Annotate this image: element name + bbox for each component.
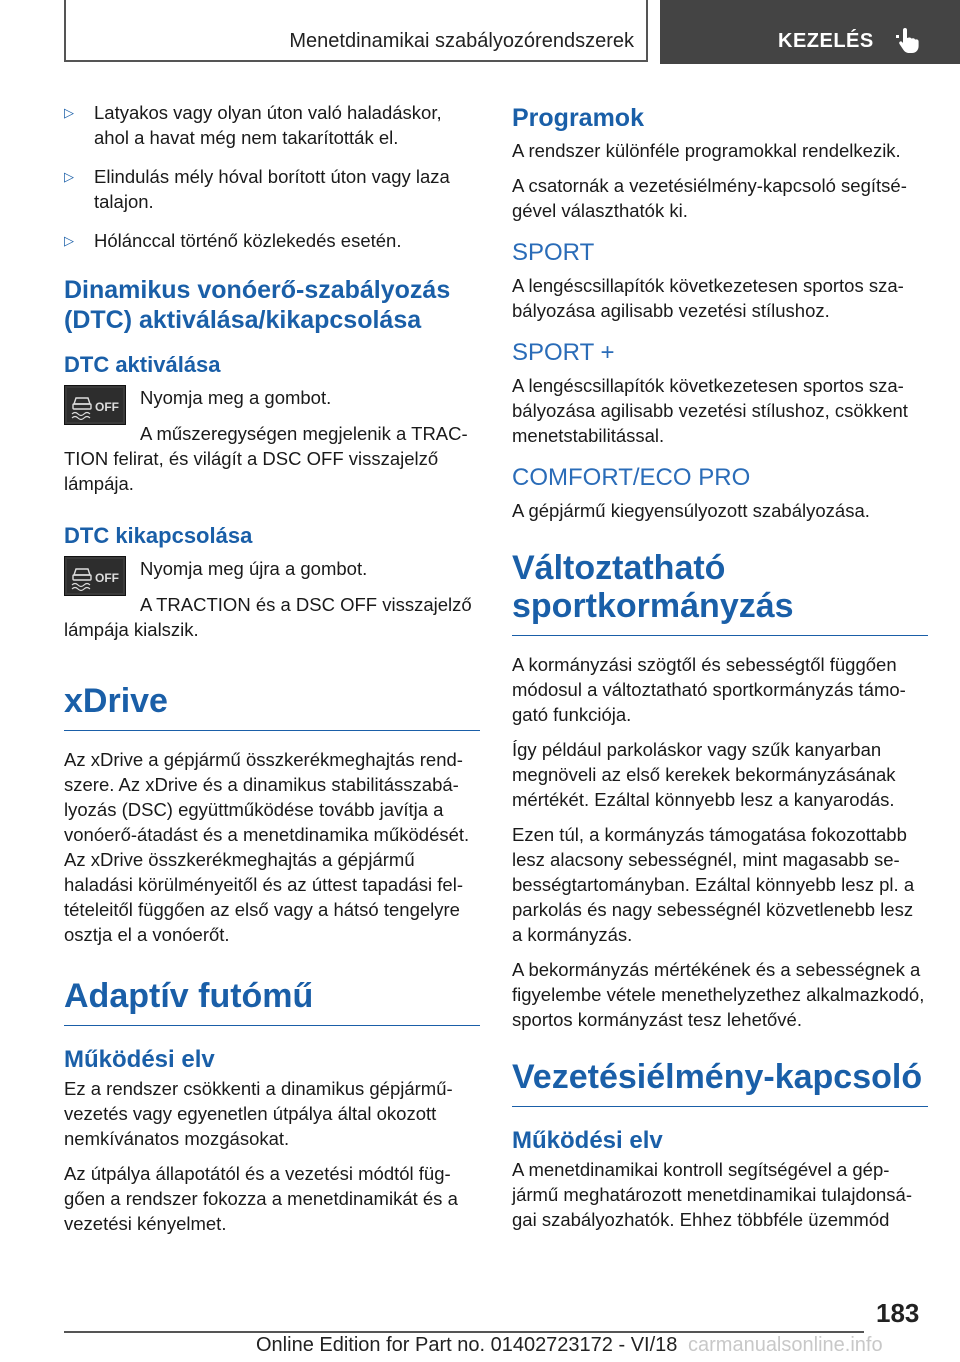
footer-edition: Online Edition for Part no. 01402723172 - VI/18 (256, 1334, 678, 1356)
header-section-label: KEZELÉS (778, 30, 874, 52)
paragraph: A csatornák a vezetésiélmény-kapcsoló segítségével választhatók ki. (512, 175, 907, 221)
paragraph: A lengéscsillapítók következetesen sportos szabályozása agilisabb vezetési stílushoz, csökkent menetstabilitással. (512, 375, 908, 446)
section-heading-dtc: Dinamikus vonóerő-szabályozás (DTC) aktiválása/kikapcsolása (64, 276, 451, 334)
button-off-text: OFF (95, 400, 119, 414)
paragraph: A menetdinamikai kontroll segítségével a gépjármű meghatározott menetdinamikai tulajdonságai szabályozhatók. Ehhez többféle üzemmód (512, 1159, 913, 1230)
left-column (64, 100, 480, 1246)
subheading-dtc-on: DTC aktiválása (64, 352, 221, 377)
subheading-switch-principle: Működési elv (512, 1127, 663, 1154)
page-number: 183 (876, 1298, 920, 1328)
paragraph: Ez a rendszer csökkenti a dinamikus gépjárművezetés vagy egyenetlen útpálya által okozott nemkívánatos mozgásokat. (64, 1078, 453, 1149)
page-header (0, 0, 960, 66)
paragraph: A rendszer különféle programokkal rendelkezik. (512, 140, 901, 161)
section-heading-xdrive: xDrive (64, 682, 480, 731)
paragraph: A lengéscsillapítók következetesen sportos szabályozása agilisabb vezetési stílushoz. (512, 275, 904, 321)
paragraph: A kormányzási szögtől és sebességtől függően módosul a változtatható sportkormányzás támogató funkciója. (512, 654, 906, 725)
list-item: ▷ Latyakos vagy olyan úton való haladáskor, ahol a havat még nem takarították el. (64, 100, 480, 150)
button-off-text: OFF (95, 571, 119, 585)
right-column (512, 100, 928, 1242)
paragraph: Nyomja meg a gombot. (140, 387, 332, 408)
dtc-off-button-icon (64, 385, 126, 425)
paragraph: Nyomja meg újra a gombot. (140, 558, 368, 579)
paragraph: A TRACTION és a DSC OFF visszajelző lámpája kialszik. (64, 594, 472, 640)
header-title-box (64, 0, 648, 62)
section-heading-steering: Változtatható sportkormányzás (512, 549, 928, 636)
header-section-box (660, 0, 960, 64)
hand-pointer-icon (896, 26, 922, 54)
paragraph: A bekormányzás mértékének és a sebességnek a figyelembe vétele menethelyzethez alkalmazkodó, sportos kormányzást tesz lehetővé. (512, 959, 925, 1030)
subheading-dtc-off: DTC kikapcsolása (64, 523, 253, 548)
subheading-sport-plus: SPORT + (512, 339, 615, 366)
dtc-off-button-icon (64, 556, 126, 596)
paragraph: Az útpálya állapotától és a vezetési módtól függően a rendszer fokozza a menetdinamikát és a vezetési kényelmet. (64, 1163, 458, 1234)
dtc-on-instruction (64, 385, 480, 427)
header-title: Menetdinamikai szabályozórendszerek (289, 30, 634, 52)
watermark: carmanualsonline.info (684, 1334, 883, 1357)
paragraph: A gépjármű kiegyensúlyozott szabályozása. (512, 500, 870, 521)
subheading-principle: Működési elv (64, 1046, 215, 1073)
paragraph: Ezen túl, a kormányzás támogatása fokozottabb lesz alacsony sebességnél, mint magasabb sebességtartományban. Ezáltal könnyebb lesz pl. a parkolás és nagy sebességnél közvetlenebb lesz a kormányzás. (512, 824, 915, 945)
footer-divider (64, 1331, 864, 1333)
paragraph: A műszeregységen megjelenik a TRACTION felirat, és világít a DSC OFF visszajelző lámpája. (64, 423, 468, 494)
section-heading-programs: Programok (512, 104, 644, 132)
list-item: ▷ Hólánccal történő közlekedés esetén. (64, 228, 480, 253)
list-item: ▷ Elindulás mély hóval borított úton vagy laza talajon. (64, 164, 480, 214)
subheading-comfort: COMFORT/ECO PRO (512, 464, 751, 491)
paragraph: Így például parkoláskor vagy szűk kanyarban megnöveli az első kerekek bekormányzásának mértékét. Ezáltal könnyebb lesz a kanyarodás. (512, 739, 896, 810)
section-heading-adaptive: Adaptív futómű (64, 977, 480, 1026)
dtc-off-instruction (64, 556, 480, 598)
paragraph: Az xDrive a gépjármű összkerékmeghajtás rendszere. Az xDrive és a dinamikus stabilitásszabályozás (DSC) együttműködése tovább javítja a vonóerő-átadást és a menetdinamika működését. Az xDrive összkerékmeghajtás a gépjármű haladási körülményeitől és az úttest tapadási feltételeitől függően az első vagy a hátsó tengelyre osztja el a vonóerőt. (64, 749, 470, 945)
section-heading-switch: Vezetésiélmény-kapcsoló (512, 1058, 928, 1107)
subheading-sport: SPORT (512, 239, 595, 266)
